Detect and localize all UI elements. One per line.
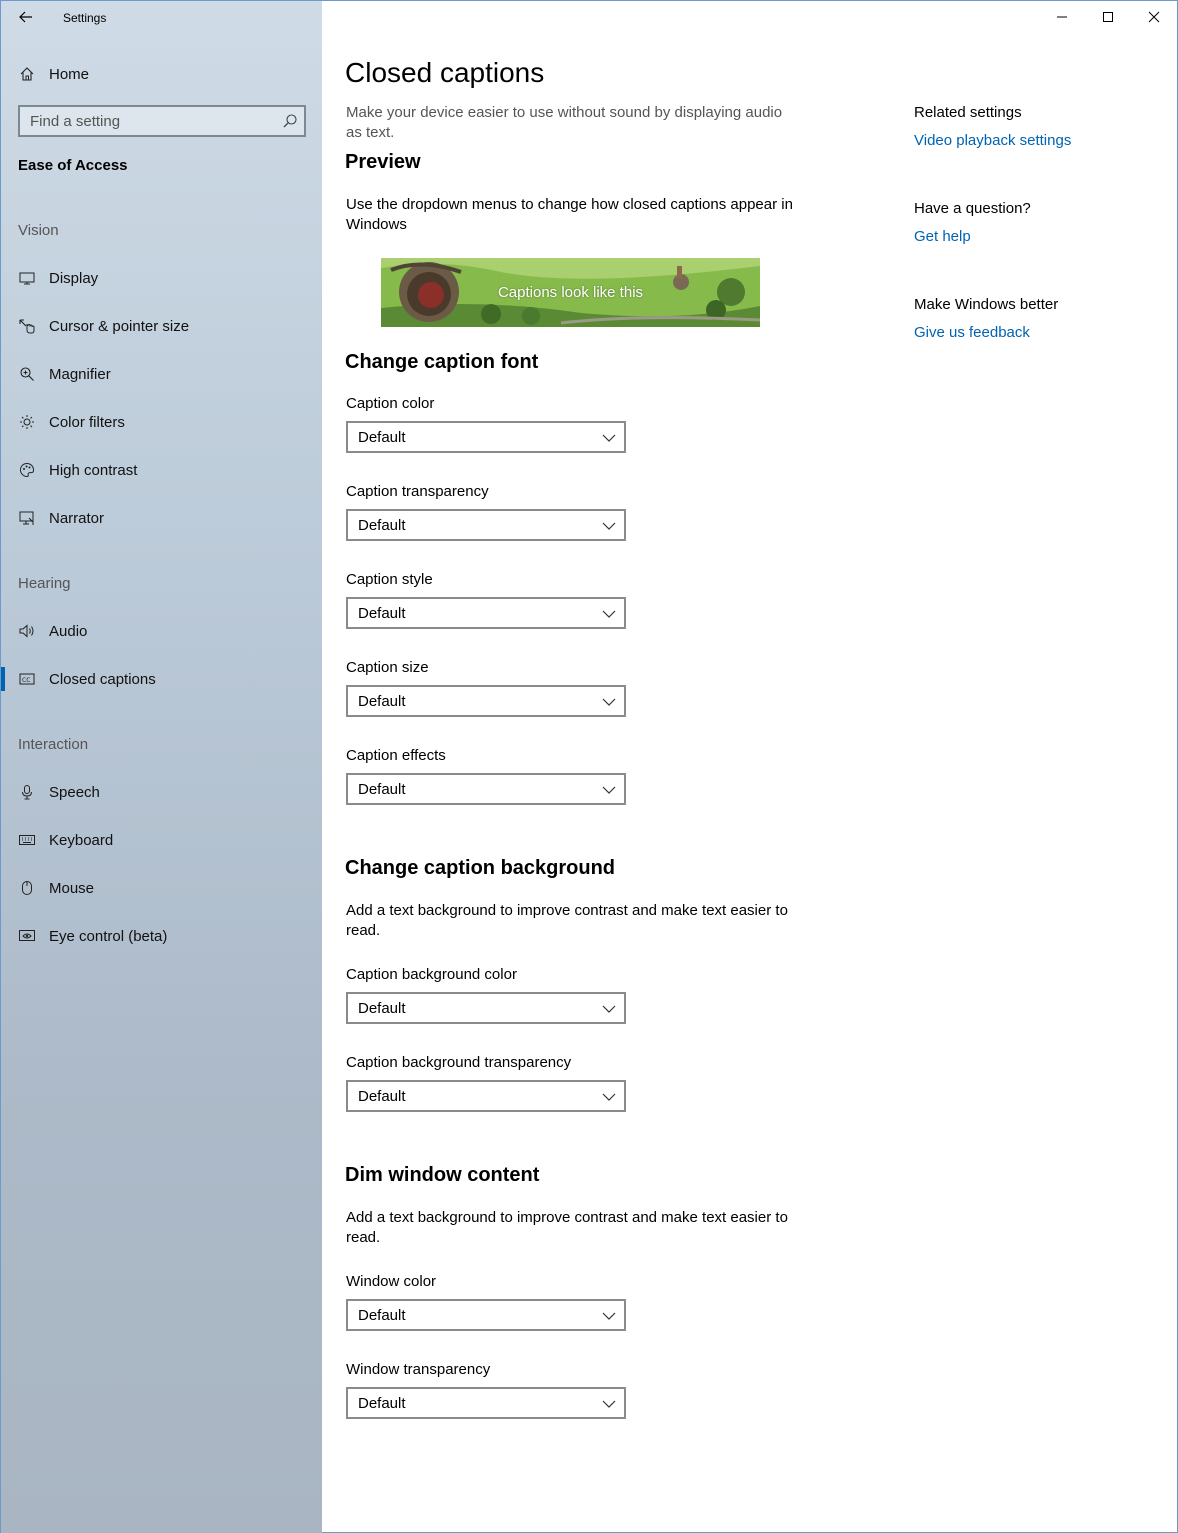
sidebar-item-keyboard[interactable] bbox=[1, 820, 322, 860]
mouse-icon bbox=[18, 879, 36, 897]
caption-background-transparency-dropdown[interactable] bbox=[346, 1080, 626, 1112]
dropdown-value: Default bbox=[358, 516, 406, 534]
minimize-button[interactable] bbox=[1039, 1, 1085, 33]
sidebar-item-label: Cursor & pointer size bbox=[49, 317, 190, 335]
chevron-down-icon bbox=[602, 1090, 616, 1104]
background-section-text: Add a text background to improve contrast and make text easier to read. bbox=[346, 902, 788, 939]
speaker-icon bbox=[18, 622, 36, 640]
window-transparency-label: Window transparency bbox=[346, 1361, 491, 1378]
caption-color-label: Caption color bbox=[346, 395, 435, 412]
window-transparency-dropdown[interactable] bbox=[346, 1387, 626, 1419]
narrator-icon bbox=[18, 509, 36, 527]
caption-background-color-dropdown[interactable] bbox=[346, 992, 626, 1024]
eye-control-icon bbox=[18, 927, 36, 945]
sidebar-item-display[interactable] bbox=[1, 258, 322, 298]
sidebar-item-speech[interactable] bbox=[1, 772, 322, 812]
dim-section-heading: Dim window content bbox=[345, 1164, 540, 1186]
closed-captions-icon bbox=[18, 670, 36, 688]
sidebar-item-label: Display bbox=[49, 269, 99, 287]
maximize-icon bbox=[1102, 11, 1114, 23]
active-indicator bbox=[1, 667, 5, 691]
pointer-hand-icon bbox=[18, 317, 36, 335]
palette-icon bbox=[18, 461, 36, 479]
sidebar-item-label: Home bbox=[49, 65, 90, 83]
chevron-down-icon bbox=[602, 1397, 616, 1411]
chevron-down-icon bbox=[602, 783, 616, 797]
related-settings-heading: Related settings bbox=[914, 104, 1022, 121]
dropdown-value: Default bbox=[358, 692, 406, 710]
caption-background-color-label: Caption background color bbox=[346, 966, 517, 983]
group-label-vision: Vision bbox=[18, 222, 59, 239]
sidebar-item-label: Keyboard bbox=[49, 831, 114, 849]
sidebar-item-high-contrast[interactable] bbox=[1, 450, 322, 490]
sidebar-item-eye-control[interactable] bbox=[1, 916, 322, 956]
close-button[interactable] bbox=[1131, 1, 1177, 33]
titlebar-left bbox=[1, 1, 322, 33]
chevron-down-icon bbox=[602, 1309, 616, 1323]
chevron-down-icon bbox=[602, 1002, 616, 1016]
caption-effects-label: Caption effects bbox=[346, 747, 446, 764]
preview-text: Use the dropdown menus to change how closed captions appear in Windows bbox=[346, 196, 793, 233]
video-playback-settings-link[interactable]: Video playback settings bbox=[914, 132, 1072, 149]
sidebar bbox=[1, 1, 322, 1533]
main-content bbox=[322, 1, 1178, 1533]
close-icon bbox=[1148, 11, 1160, 23]
sidebar-item-label: Narrator bbox=[49, 509, 105, 527]
group-label-interaction: Interaction bbox=[18, 736, 89, 753]
back-button[interactable] bbox=[11, 5, 41, 29]
sidebar-item-label: Closed captions bbox=[49, 670, 156, 688]
keyboard-icon bbox=[18, 831, 36, 849]
minimize-icon bbox=[1056, 11, 1068, 23]
sidebar-item-magnifier[interactable] bbox=[1, 354, 322, 394]
caption-sample-text: Captions look like this bbox=[497, 284, 644, 301]
sidebar-item-label: High contrast bbox=[49, 461, 138, 479]
caption-style-dropdown[interactable] bbox=[346, 597, 626, 629]
chevron-down-icon bbox=[602, 607, 616, 621]
background-section-heading: Change caption background bbox=[345, 857, 616, 879]
maximize-button[interactable] bbox=[1085, 1, 1131, 33]
caption-transparency-label: Caption transparency bbox=[346, 483, 489, 500]
sun-icon bbox=[18, 413, 36, 431]
sidebar-item-home[interactable] bbox=[1, 57, 322, 91]
sidebar-item-label: Magnifier bbox=[49, 365, 111, 383]
sidebar-item-narrator[interactable] bbox=[1, 498, 322, 538]
page-title: Closed captions bbox=[345, 57, 545, 88]
microphone-icon bbox=[18, 783, 36, 801]
back-arrow-icon bbox=[19, 11, 33, 23]
caption-size-label: Caption size bbox=[346, 659, 429, 676]
sidebar-item-label: Mouse bbox=[49, 879, 95, 897]
caption-style-label: Caption style bbox=[346, 571, 433, 588]
caption-size-dropdown[interactable] bbox=[346, 685, 626, 717]
caption-color-dropdown[interactable] bbox=[346, 421, 626, 453]
give-us-feedback-link[interactable]: Give us feedback bbox=[914, 324, 1030, 341]
search-box[interactable] bbox=[18, 105, 306, 137]
dropdown-value: Default bbox=[358, 1394, 406, 1412]
chevron-down-icon bbox=[602, 431, 616, 445]
app-title: Settings bbox=[63, 11, 107, 25]
window-controls bbox=[1039, 1, 1177, 33]
caption-background-transparency-label: Caption background transparency bbox=[346, 1054, 572, 1071]
chevron-down-icon bbox=[602, 695, 616, 709]
preview-heading: Preview bbox=[345, 151, 421, 173]
sidebar-item-color-filters[interactable] bbox=[1, 402, 322, 442]
sidebar-item-cursor[interactable] bbox=[1, 306, 322, 346]
sidebar-item-mouse[interactable] bbox=[1, 868, 322, 908]
sidebar-section-title: Ease of Access bbox=[18, 157, 128, 174]
dropdown-value: Default bbox=[358, 780, 406, 798]
monitor-icon bbox=[18, 269, 36, 287]
sidebar-item-closed-captions[interactable] bbox=[1, 659, 322, 699]
search-icon[interactable] bbox=[282, 113, 298, 129]
group-label-hearing: Hearing bbox=[18, 575, 71, 592]
dim-section-text: Add a text background to improve contrast and make text easier to read. bbox=[346, 1209, 788, 1246]
chevron-down-icon bbox=[602, 519, 616, 533]
sidebar-item-label: Audio bbox=[49, 622, 88, 640]
window-color-label: Window color bbox=[346, 1273, 437, 1290]
caption-transparency-dropdown[interactable] bbox=[346, 509, 626, 541]
sidebar-item-audio[interactable] bbox=[1, 611, 322, 651]
dropdown-value: Default bbox=[358, 604, 406, 622]
magnifier-icon bbox=[18, 365, 36, 383]
have-a-question-heading: Have a question? bbox=[914, 200, 1031, 217]
home-icon bbox=[18, 65, 36, 83]
dropdown-value: Default bbox=[358, 999, 406, 1017]
get-help-link[interactable]: Get help bbox=[914, 228, 971, 245]
caption-preview-image bbox=[381, 258, 760, 327]
sidebar-item-label: Speech bbox=[49, 783, 100, 801]
font-section-heading: Change caption font bbox=[345, 351, 539, 373]
sidebar-item-label: Eye control (beta) bbox=[49, 927, 168, 945]
search-input[interactable] bbox=[30, 113, 280, 130]
dropdown-value: Default bbox=[358, 428, 406, 446]
dropdown-value: Default bbox=[358, 1087, 406, 1105]
svg-text:CC: CC bbox=[22, 677, 31, 684]
page-description: Make your device easier to use without sound by displaying audio as text. bbox=[346, 104, 783, 141]
dropdown-value: Default bbox=[358, 1306, 406, 1324]
window-color-dropdown[interactable] bbox=[346, 1299, 626, 1331]
sidebar-item-label: Color filters bbox=[49, 413, 125, 431]
caption-effects-dropdown[interactable] bbox=[346, 773, 626, 805]
make-windows-better-heading: Make Windows better bbox=[914, 296, 1059, 313]
